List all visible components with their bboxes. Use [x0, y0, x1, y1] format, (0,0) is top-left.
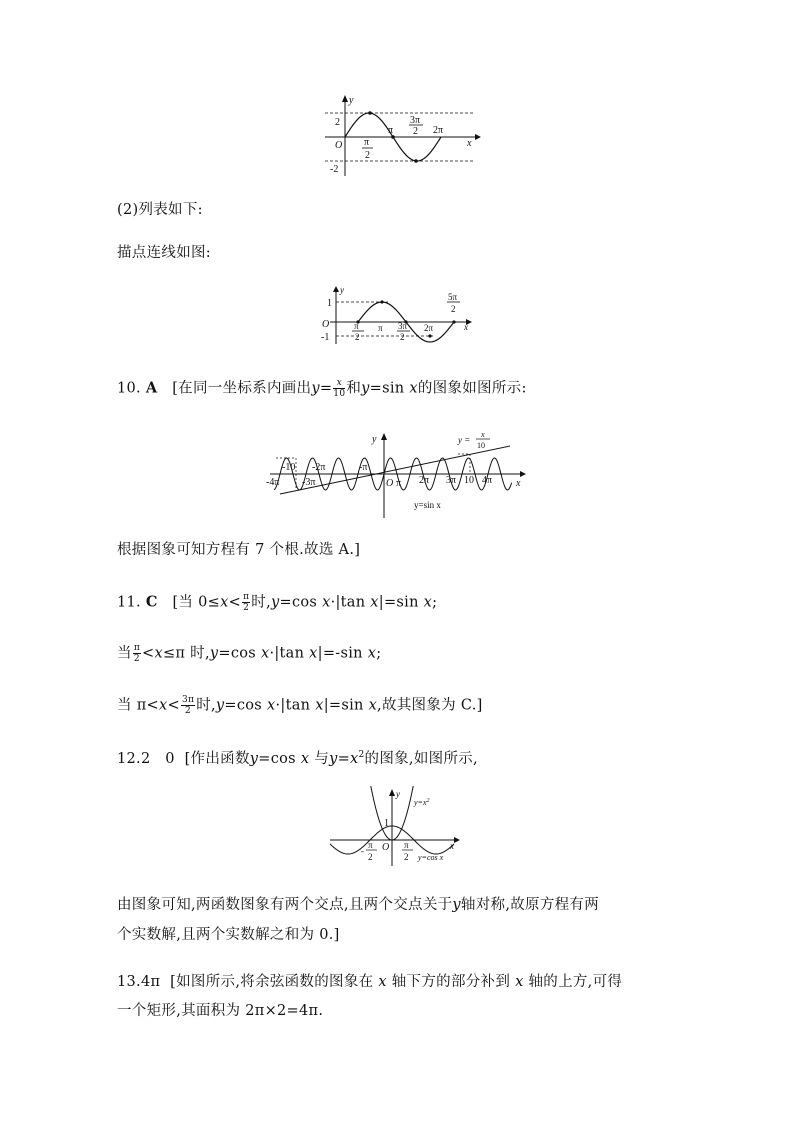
svg-text:2: 2 [400, 332, 405, 342]
origin-label: O [386, 478, 394, 489]
x-axis-arrow [520, 471, 526, 477]
q12-line-1: 12.2 0 [作出函数y=cos x 与$y=x^2$的图象,如图所示, [117, 750, 478, 767]
two-pi-label: 2π [433, 125, 444, 136]
svg-text:-10: -10 [282, 462, 296, 473]
svg-text:2π: 2π [419, 475, 430, 486]
x-axis-arrow [454, 837, 460, 843]
max-point [368, 111, 372, 115]
origin-label: O [382, 842, 390, 853]
origin-label: O [322, 319, 330, 330]
y-label: y [396, 789, 400, 799]
svg-text:-4π: -4π [266, 477, 280, 488]
one-label: 1 [384, 818, 389, 829]
figure-1-sine-graph [315, 88, 485, 178]
y-bottom-label: -2 [330, 164, 339, 175]
svg-text:π: π [378, 323, 383, 333]
svg-text:2: 2 [404, 852, 409, 862]
svg-text:π: π [396, 478, 402, 489]
svg-text:π: π [404, 840, 409, 850]
q10-conclusion: 根据图象可知方程有 7 个根.故选 A.] [117, 542, 361, 558]
figure-4-cos-and-parabola [326, 786, 466, 868]
three-pi-num: 3π [410, 115, 421, 126]
svg-text:2: 2 [451, 304, 456, 314]
svg-text:-2π: -2π [312, 462, 326, 473]
min-point [414, 159, 418, 163]
q10-line: 10. A [在同一坐标系内画出y= $\frac{x}{10}$ 和y=sin x的图象如图所示: [117, 378, 527, 399]
svg-text:5π: 5π [448, 292, 458, 302]
q13-line-2: 一个矩形,其面积为 2π×2=4π. [117, 1003, 324, 1019]
sin-label: y=sin x [414, 500, 441, 510]
pi-label: π [388, 125, 394, 136]
y-axis-arrow [342, 95, 348, 102]
y-axis-arrow [389, 789, 395, 796]
svg-text:x: x [481, 430, 485, 439]
q11-line-3: 当 π<x< $\frac{3\pi}{2}$ 时,y=cos x·|tan x|=sin x,故其图象为 C.] [117, 695, 483, 716]
q12-line-2: 由图象可知,两函数图象有两个交点,且两个交点关于y轴对称,故原方程有两 [117, 897, 600, 913]
figure-2-sine-graph [318, 284, 478, 346]
x-label: x [467, 138, 472, 149]
y-bottom-label: -1 [321, 332, 330, 343]
svg-text:2π: 2π [424, 323, 434, 333]
pi-half-num: π [364, 137, 370, 148]
q11-line-2: 当 $\frac{\pi}{2}$ <x≤π 时,y=cos x·|tan x|=-sin x; [117, 643, 382, 664]
cos-label: y=cos x [418, 853, 444, 862]
svg-text:4π: 4π [482, 475, 493, 486]
y-axis-arrow [381, 433, 387, 440]
svg-text:-3π: -3π [302, 477, 316, 488]
q13-line-1: 13.4π [如图所示,将余弦函数的图象在 x 轴下方的部分补到 x 轴的上方,可得 [117, 974, 623, 990]
x-label: x [516, 478, 521, 489]
x-label: x [450, 841, 454, 851]
svg-text:2: 2 [355, 332, 360, 342]
y-label: y [349, 95, 354, 106]
figure-3-sine-and-line [262, 428, 532, 520]
parabola-label: $y=x^2$ [414, 798, 430, 807]
y-top-label: 1 [327, 298, 332, 309]
y-axis-arrow [333, 286, 339, 292]
part2-table-line: (2)列表如下: [117, 202, 203, 218]
q12-line-3: 个实数解,且两个实数解之和为 0.] [117, 927, 340, 943]
y-label: y [372, 434, 377, 445]
svg-text:3π: 3π [398, 321, 408, 331]
svg-text:10: 10 [464, 475, 474, 486]
part2-plot-line: 描点连线如图: [117, 245, 211, 261]
three-pi-den: 2 [413, 126, 418, 137]
svg-text:2: 2 [368, 852, 373, 862]
svg-text:3π: 3π [446, 475, 457, 486]
svg-text:π: π [368, 840, 373, 850]
origin-label: O [335, 140, 343, 151]
svg-text:-: - [361, 846, 364, 856]
x-label: x [464, 322, 468, 332]
pi-half-den: 2 [365, 150, 370, 161]
x-axis-arrow [475, 134, 481, 140]
y-top-label: 2 [335, 117, 340, 128]
svg-text:10: 10 [477, 441, 485, 450]
svg-text:π: π [354, 321, 359, 331]
q11-line-1: 11. C [当 0≤x< $\frac{\pi}{2}$ 时,y=cos x·|tan x|=sin x; [117, 592, 438, 613]
svg-text:-π: -π [359, 462, 368, 473]
y-label: y [340, 285, 344, 295]
line-label-y: y = [458, 435, 471, 445]
